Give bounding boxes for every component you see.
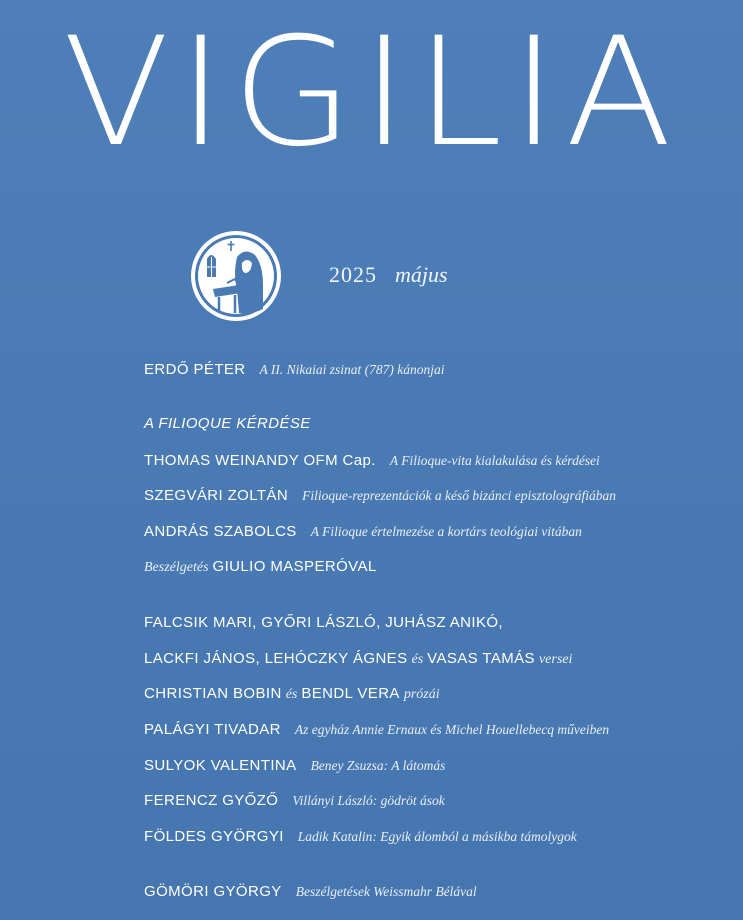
toc-author: ANDRÁS SZABOLCS [144, 523, 297, 540]
toc-entry [144, 754, 445, 778]
toc-title: Beszélgetések Weissmahr Bélával [295, 884, 477, 899]
toc-author: PALÁGYI TIVADAR [144, 721, 281, 738]
toc-entry [144, 880, 477, 904]
toc-author: VASAS TAMÁS [427, 650, 535, 667]
toc-author: CHRISTIAN BOBIN [144, 685, 282, 702]
toc-authors: FALCSIK MARI, GYŐRI LÁSZLÓ, JUHÁSZ ANIKÓ, [144, 614, 503, 631]
toc-entry [144, 611, 503, 635]
toc-conjunction: és [285, 687, 298, 702]
toc-suffix: versei [538, 652, 573, 667]
toc-entry [144, 555, 377, 579]
toc-entry [144, 825, 577, 849]
toc-title: Beney Zsuzsa: A látomás [310, 758, 446, 773]
toc-author: SZEGVÁRI ZOLTÁN [144, 487, 289, 504]
toc-author: SULYOK VALENTINA [144, 757, 297, 774]
toc-author: GIULIO MASPERÓVAL [212, 558, 377, 575]
masthead-title: VIGILIA [62, 6, 681, 180]
toc-title: Villányi László: gödröt ások [292, 793, 445, 808]
toc-title: A Filioque-vita kialakulása és kérdései [389, 453, 600, 468]
toc-title: Ladik Katalin: Egyik álomból a másikba támolygok [297, 829, 577, 844]
toc-entry [144, 358, 445, 382]
toc-suffix: prózái [403, 687, 440, 702]
toc-title: A Filioque értelmezése a kortárs teológiai vitában [310, 524, 582, 539]
toc-author: ERDŐ PÉTER [144, 361, 246, 378]
toc-prefix: Beszélgetés [144, 560, 209, 575]
toc-entry [144, 718, 609, 742]
issue-year: 2025 [329, 262, 377, 287]
toc-title: A II. Nikaiai zsinat (787) kánonjai [259, 362, 445, 377]
issue-month: május [395, 262, 448, 287]
toc-title: Az egyház Annie Ernaux és Michel Houellebecq műveiben [294, 722, 610, 737]
toc-authors: LACKFI JÁNOS, LEHÓCZKY ÁGNES [144, 650, 408, 667]
toc-section-heading [144, 412, 311, 436]
toc-author: THOMAS WEINANDY OFM Cap. [144, 452, 376, 469]
toc-author: FERENCZ GYŐZŐ [144, 792, 279, 809]
toc-entry [144, 449, 600, 473]
toc-author: FÖLDES GYÖRGYI [144, 828, 284, 845]
issue-date [329, 262, 448, 288]
toc-entry [144, 647, 572, 671]
toc-conjunction: és [411, 652, 424, 667]
section-heading: A FILIOQUE KÉRDÉSE [144, 415, 311, 432]
toc-author: GÖMÖRI GYÖRGY [144, 883, 282, 900]
praying-nun-emblem-icon [189, 229, 283, 323]
toc-entry [144, 682, 440, 706]
toc-entry [144, 789, 445, 813]
toc-entry [144, 484, 616, 508]
toc-entry [144, 520, 582, 544]
toc-title: Filioque-reprezentációk a késő bizánci episztolográfiában [302, 488, 617, 503]
toc-author: BENDL VERA [301, 685, 400, 702]
